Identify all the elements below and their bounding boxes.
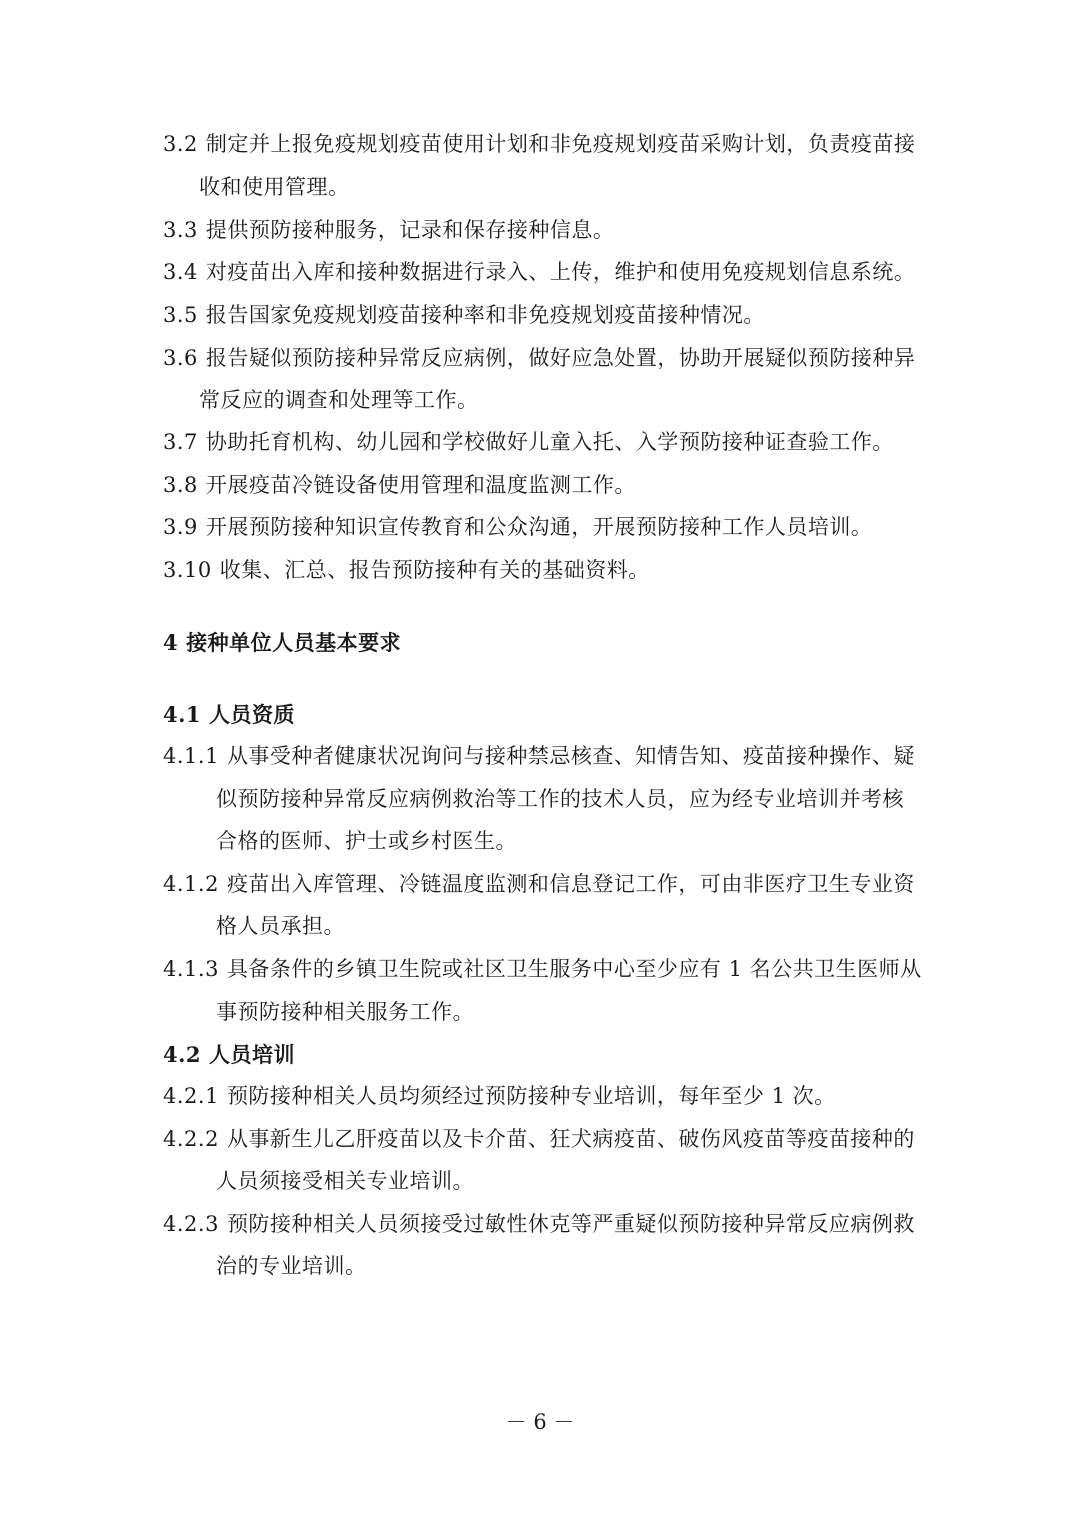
item-number: 3.2 — [163, 132, 198, 156]
item-text: 协助托育机构、幼儿园和学校做好儿童入托、入学预防接种证查验工作。 — [205, 430, 894, 454]
item-4-2-1 — [163, 1086, 836, 1107]
item-text: 从事受种者健康状况询问与接种禁忌核查、知情告知、疫苗接种操作、疑 — [226, 744, 915, 768]
item-text: 报告国家免疫规划疫苗接种率和非免疫规划疫苗接种情况。 — [205, 303, 765, 327]
item-4-1-2-line-1 — [163, 874, 915, 895]
item-text: 开展疫苗冷链设备使用管理和温度监测工作。 — [205, 473, 636, 497]
item-text: 对疫苗出入库和接种数据进行录入、上传，维护和使用免疫规划信息系统。 — [205, 260, 916, 284]
item-4-2-2-line-2: 人员须接受相关专业培训。 — [216, 1169, 474, 1193]
item-3-3 — [163, 220, 614, 241]
item-3-6-line-1 — [163, 348, 915, 369]
item-4-1-1-line-1 — [163, 746, 915, 767]
item-3-10 — [163, 560, 650, 581]
section-title: 接种单位人员基本要求 — [186, 630, 402, 655]
item-text: 预防接种相关人员均须经过预防接种专业培训，每年至少 1 次。 — [226, 1084, 836, 1108]
item-number: 3.4 — [163, 260, 198, 284]
item-text: 预防接种相关人员须接受过敏性休克等严重疑似预防接种异常反应病例救 — [226, 1212, 915, 1236]
subsection-title: 人员资质 — [209, 702, 296, 727]
subsection-4-1-heading — [163, 704, 295, 725]
section-number: 4 — [163, 630, 179, 655]
item-3-7 — [163, 432, 894, 453]
item-4-1-3-line-1 — [163, 959, 922, 980]
item-text: 报告疑似预防接种异常反应病例，做好应急处置，协助开展疑似预防接种异 — [205, 346, 916, 370]
subsection-4-2-heading — [163, 1044, 295, 1065]
item-4-2-2-line-1 — [163, 1129, 915, 1150]
item-text: 收集、汇总、报告预防接种有关的基础资料。 — [219, 558, 650, 582]
item-text: 具备条件的乡镇卫生院或社区卫生服务中心至少应有 1 名公共卫生医师从 — [226, 957, 922, 981]
item-4-1-2-line-2: 格人员承担。 — [216, 914, 345, 938]
item-3-9 — [163, 517, 872, 538]
item-4-1-3-line-2: 事预防接种相关服务工作。 — [216, 1000, 474, 1024]
item-text: 制定并上报免疫规划疫苗使用计划和非免疫规划疫苗采购计划，负责疫苗接 — [205, 132, 916, 156]
item-4-2-3-line-1 — [163, 1214, 915, 1235]
item-number: 4.2.3 — [163, 1212, 219, 1236]
section-4-heading — [163, 632, 401, 653]
item-text: 开展预防接种知识宣传教育和公众沟通，开展预防接种工作人员培训。 — [205, 515, 873, 539]
item-3-2-line-2: 收和使用管理。 — [199, 175, 350, 199]
item-number: 3.8 — [163, 473, 198, 497]
item-3-6-line-2: 常反应的调查和处理等工作。 — [199, 388, 479, 412]
item-3-4 — [163, 262, 915, 283]
item-number: 4.2.1 — [163, 1084, 219, 1108]
item-text: 疫苗出入库管理、冷链温度监测和信息登记工作，可由非医疗卫生专业资 — [226, 872, 915, 896]
item-text: 提供预防接种服务，记录和保存接种信息。 — [205, 218, 615, 242]
item-4-2-3-line-2: 治的专业培训。 — [216, 1254, 367, 1278]
item-number: 4.1.3 — [163, 957, 219, 981]
item-3-2-line-1 — [163, 134, 915, 155]
item-4-1-1-line-2: 似预防接种异常反应病例救治等工作的技术人员，应为经专业培训并考核 — [216, 787, 904, 811]
item-number: 4.1.2 — [163, 872, 219, 896]
subsection-title: 人员培训 — [209, 1042, 296, 1067]
item-number: 3.3 — [163, 218, 198, 242]
item-number: 3.5 — [163, 303, 198, 327]
subsection-number: 4.2 — [163, 1042, 202, 1067]
item-number: 4.2.2 — [163, 1127, 219, 1151]
subsection-number: 4.1 — [163, 702, 202, 727]
item-3-8 — [163, 475, 636, 496]
item-4-1-1-line-3: 合格的医师、护士或乡村医生。 — [216, 829, 517, 853]
item-number: 3.7 — [163, 430, 198, 454]
page-number: － 6 － — [505, 1410, 575, 1434]
item-text: 从事新生儿乙肝疫苗以及卡介苗、狂犬病疫苗、破伤风疫苗等疫苗接种的 — [226, 1127, 915, 1151]
item-number: 3.9 — [163, 515, 198, 539]
item-number: 4.1.1 — [163, 744, 219, 768]
item-number: 3.10 — [163, 558, 212, 582]
item-3-5 — [163, 305, 765, 326]
item-number: 3.6 — [163, 346, 198, 370]
